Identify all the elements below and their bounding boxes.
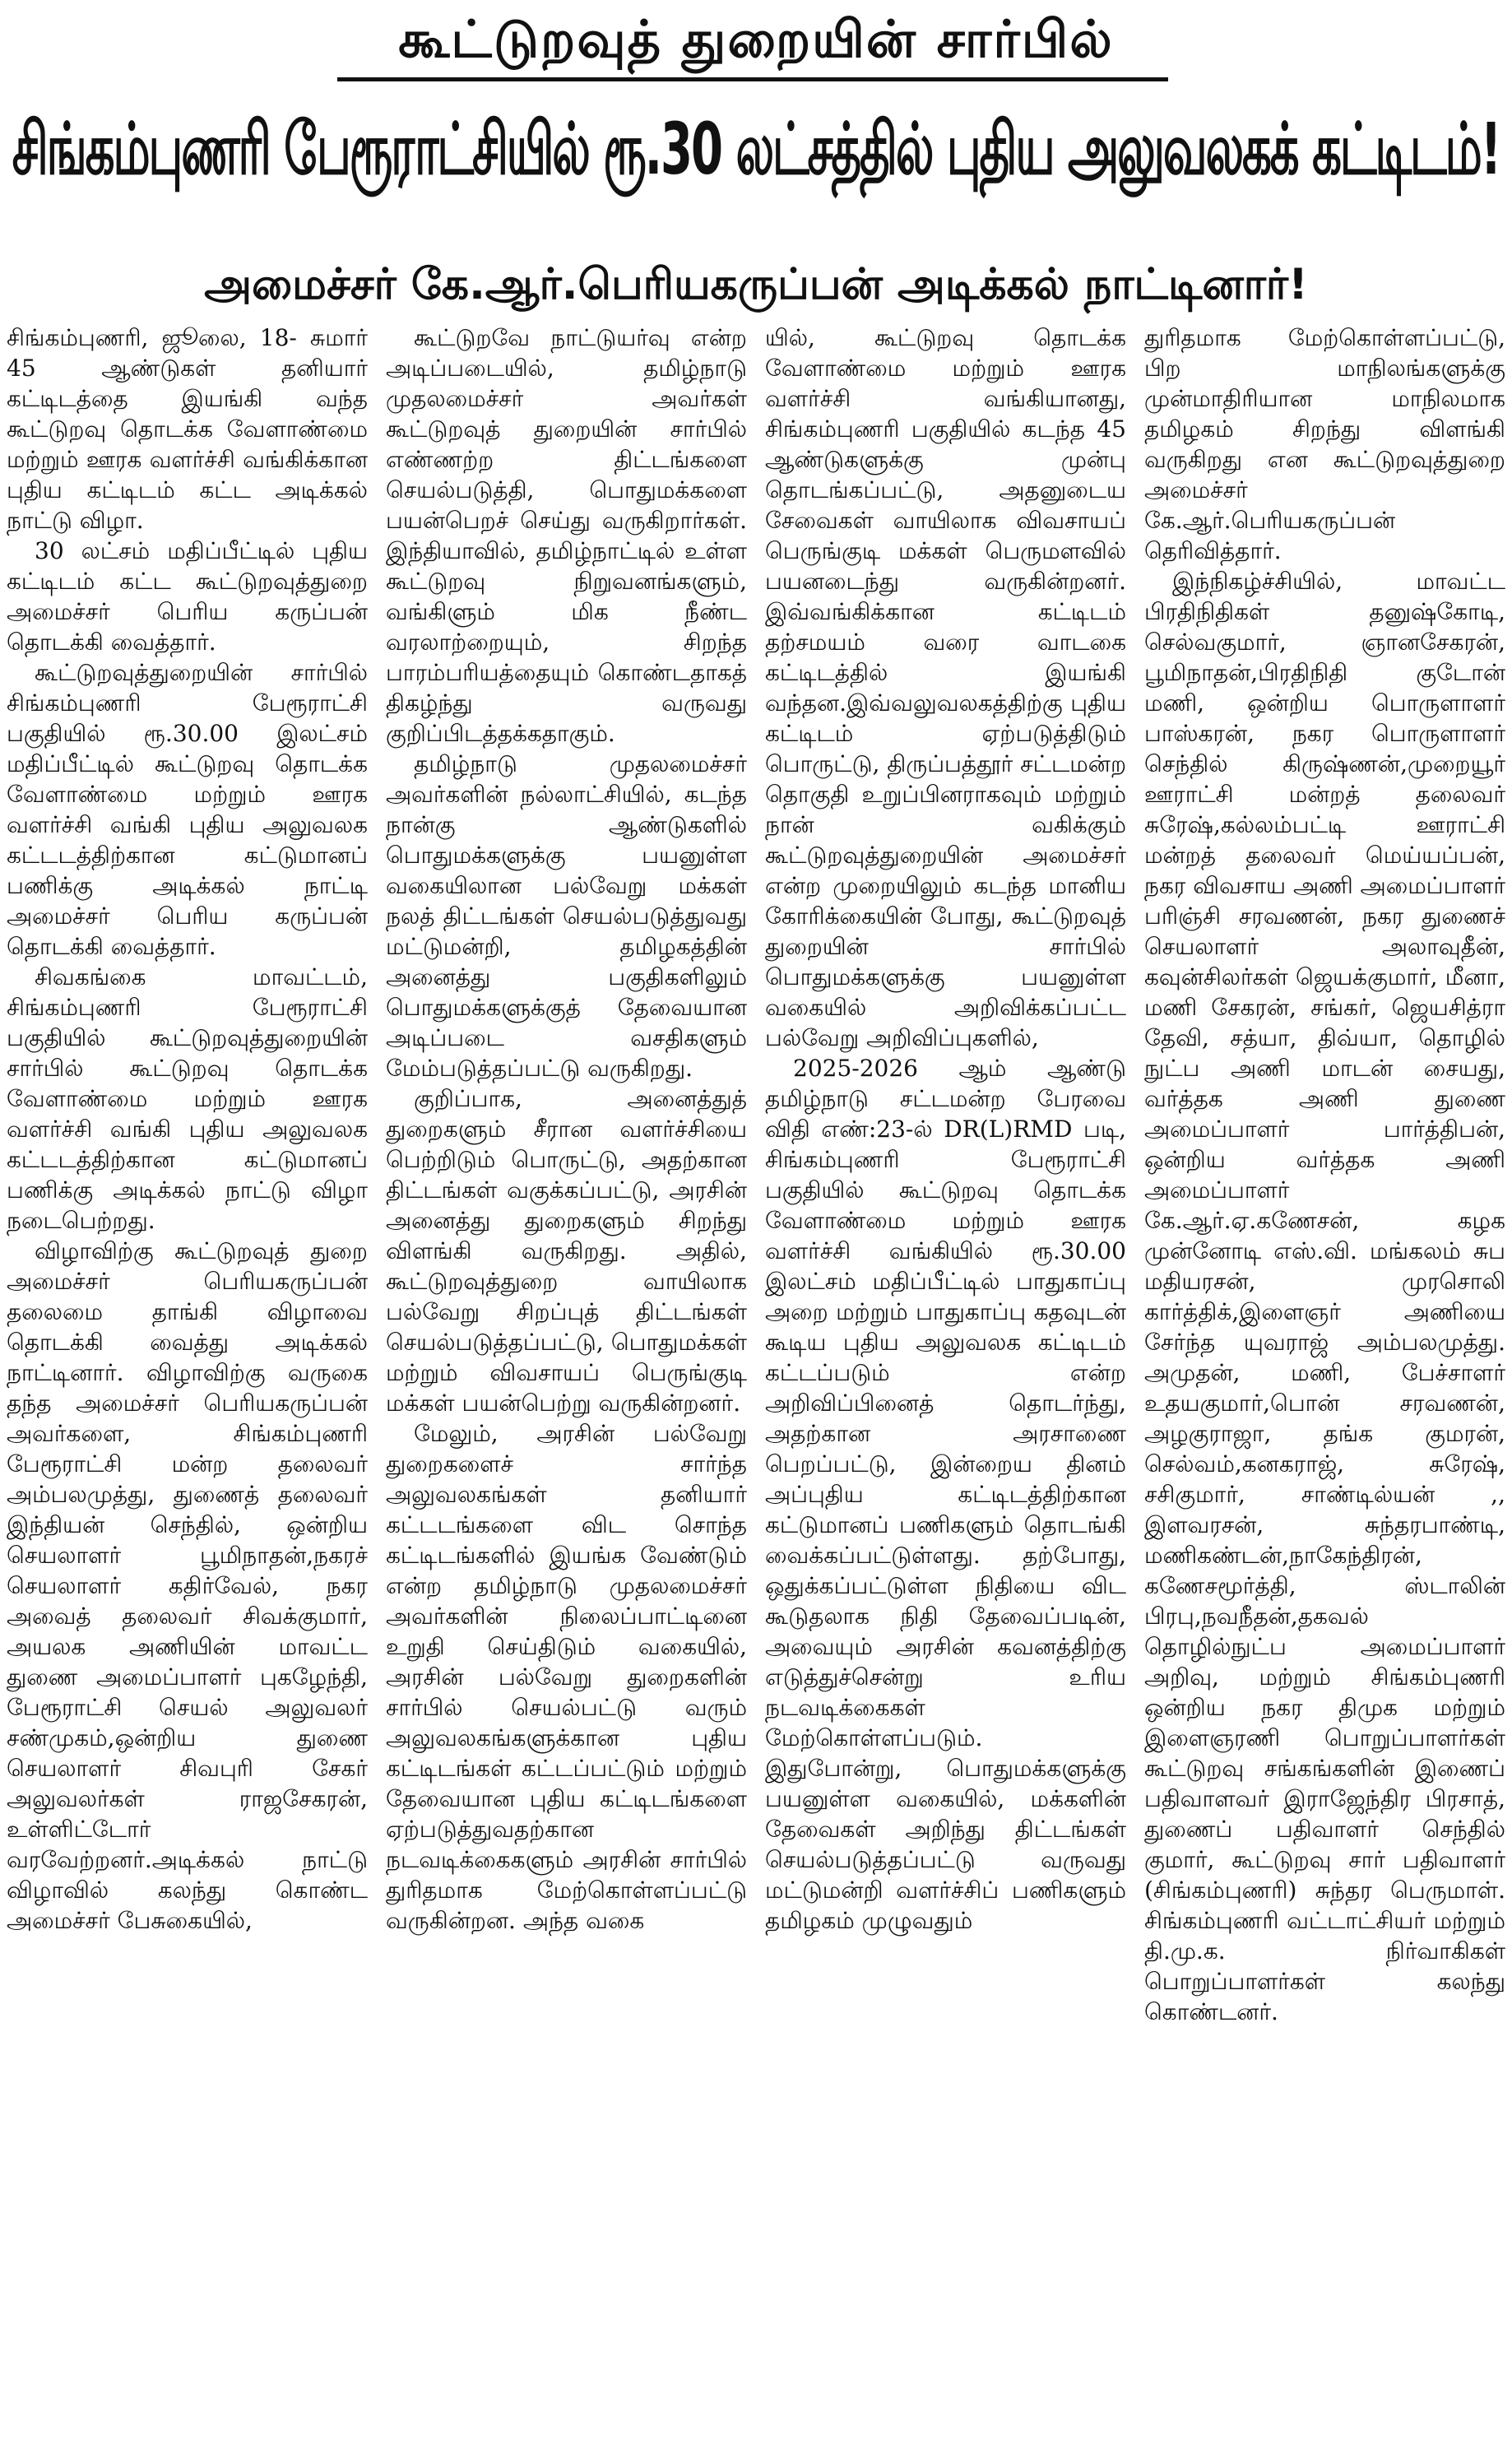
kicker-line: கூட்டுறவுத் துறையின் சார்பில்	[398, 9, 1114, 69]
article-paragraph: யில், கூட்டுறவு தொடக்க வேளாண்மை மற்றும் ஊரக வளர்ச்சி வங்கியானது, சிங்கம்புணரி பகுதியில் கடந்த 45 ஆண்டுகளுக்கு முன்பு தொடங்கப்பட்டு, அதனுடைய சேவைகள் வாயிலாக விவசாயப் பெருங்குடி மக்கள் பெருமளவில் பயனடைந்து வருகின்றனர். இவ்வங்கிக்கான கட்டிடம் தற்சமயம் வரை வாடகை கட்டிடத்தில் இயங்கி வந்தன.இவ்வலுவலகத்திற்கு புதிய கட்டிடம் ஏற்படுத்திடும் பொருட்டு, திருப்பத்தூர் சட்டமன்ற தொகுதி உறுப்பினராகவும் மற்றும் நான் வகிக்கும் கூட்டுறவுத்துறையின் அமைச்சர் என்ற முறையிலும் கடந்த மானிய கோரிக்கையின் போது, கூட்டுறவுத் துறையின் சார்பில் பொதுமக்களுக்கு பயனுள்ள வகையில் அறிவிக்கப்பட்ட பல்வேறு அறிவிப்புகளில்,	[765, 324, 1126, 1051]
article-paragraph: 2025-2026 ஆம் ஆண்டு தமிழ்நாடு சட்டமன்ற பேரவை விதி எண்:23-ல் DR(L)RMD படி, சிங்கம்புணரி பேரூராட்சி பகுதியில் கூட்டுறவு தொடக்க வேளாண்மை மற்றும் ஊரக வளர்ச்சி வங்கியில் ரூ.30.00 இலட்சம் மதிப்பீட்டில் பாதுகாப்பு அறை மற்றும் பாதுகாப்பு கதவுடன் கூடிய புதிய அலுவலக கட்டிடம் கட்டப்படும் என்ற அறிவிப்பினைத் தொடர்ந்து, அதற்கான அரசாணை பெறப்பட்டு, இன்றைய தினம் அப்புதிய கட்டிடத்திற்கான கட்டுமானப் பணிகளும் தொடங்கி வைக்கப்பட்டுள்ளது. தற்போது, ஒதுக்கப்பட்டுள்ள நிதியை விட கூடுதலாக நிதி தேவைப்படின், அவையும் அரசின் கவனத்திற்கு எடுத்துச்சென்று உரிய நடவடிக்கைகள் மேற்கொள்ளப்படும். இதுபோன்று, பொதுமக்களுக்கு பயனுள்ள வகையில், மக்களின் தேவைகள் அறிந்து திட்டங்கள் செயல்படுத்தப்பட்டு வருவது மட்டுமன்றி வளர்ச்சிப் பணிகளும் தமிழகம் முழுவதும்	[765, 1055, 1126, 1934]
subheadline: அமைச்சர் கே.ஆர்.பெரியகருப்பன் அடிக்கல் நாட்டினார்!	[204, 260, 1308, 309]
article-paragraph: இந்நிகழ்ச்சியில், மாவட்ட பிரதிநிதிகள் தனுஷ்கோடி, செல்வகுமார், ஞானசேகரன், பூமிநாதன்,பிரதிநிதி குடோன் மணி, ஒன்றிய பொருளாளர் பாஸ்கரன், நகர பொருளாளர் செந்தில் கிருஷ்ணன்,முறையூர் ஊராட்சி மன்றத் தலைவர் சுரேஷ்,கல்லம்பட்டி ஊராட்சி மன்றத் தலைவர் மெய்யப்பன், நகர விவசாய அணி அமைப்பாளர் பரிஞ்சி சரவணன், நகர துணைச் செயலாளர் அலாவுதீன், கவுன்சிலர்கள் ஜெயக்குமார், மீனா, மணி சேகரன், சங்கர், ஜெயசித்ரா தேவி, சத்யா, திவ்யா, தொழில் நுட்ப அணி மாடன் சையது, வர்த்தக அணி துணை அமைப்பாளர் பார்த்திபன், ஒன்றிய வர்த்தக அணி அமைப்பாளர் கே.ஆர்.ஏ.கணேசன், கழக முன்னோடி எஸ்.வி. மங்கலம் சுப மதியரசன், முரசொலி கார்த்திக்,இளைஞர் அணியை சேர்ந்த யுவராஜ் அம்பலமுத்து. அமுதன், மணி, பேச்சாளர் உதயகுமார்,பொன் சரவணன், அழகுராஜா, தங்க குமரன், செல்வம்,கனகராஜ், சுரேஷ், சசிகுமார், சாண்டில்யன் ,, இளவரசன், சுந்தரபாண்டி, மணிகண்டன்,நாகேந்திரன், கணேசமூர்த்தி, ஸ்டாலின் பிரபு,நவநீதன்,தகவல் தொழில்நுட்ப அமைப்பாளர் அறிவு, மற்றும் சிங்கம்புணரி ஒன்றிய நகர திமுக மற்றும் இளைஞரணி பொறுப்பாளர்கள் கூட்டுறவு சங்கங்களின் இணைப் பதிவாளவர் இராஜேந்திர பிரசாத், துணைப் பதிவாளர் செந்தில் குமார், கூட்டுறவு சார் பதிவாளர் (சிங்கம்புணரி) சுந்தர பெருமாள். சிங்கம்புணரி வட்டாட்சியர் மற்றும் தி.மு.க. நிர்வாகிகள் பொறுப்பாளர்கள் கலந்து கொண்டனர்.	[1144, 568, 1505, 2025]
article-column-3	[765, 322, 1126, 2433]
headline: சிங்கம்புணரி பேரூராட்சியில் ரூ.30 லட்சத்தில் புதிய அலுவலகக் கட்டிடம்!	[12, 108, 1500, 192]
article-column-4	[1144, 322, 1505, 2433]
article-paragraph: தமிழ்நாடு முதலமைச்சர் அவர்களின் நல்லாட்சியில், கடந்த நான்கு ஆண்டுகளில் பொதுமக்களுக்கு பயனுள்ள வகையிலான பல்வேறு மக்கள் நலத் திட்டங்கள் செயல்படுத்துவது மட்டுமன்றி, தமிழகத்தின் அனைத்து பகுதிகளிலும் பொதுமக்களுக்குத் தேவையான அடிப்படை வசதிகளும் மேம்படுத்தப்பட்டு வருகிறது.	[386, 750, 747, 1082]
article-paragraph: கூட்டுறவுத்துறையின் சார்பில் சிங்கம்புணரி பேரூராட்சி பகுதியில் ரூ.30.00 இலட்சம் மதிப்பீட்டில் கூட்டுறவு தொடக்க வேளாண்மை மற்றும் ஊரக வளர்ச்சி வங்கி புதிய அலுவலக கட்டடத்திற்கான கட்டுமானப் பணிக்கு அடிக்கல் நாட்டி அமைச்சர் பெரிய கருப்பன் தொடக்கி வைத்தார்.	[7, 659, 368, 960]
article-paragraph: சிங்கம்புணரி, ஜூலை, 18- சுமார் 45 ஆண்டுகள் தனியார் கட்டிடத்தை இயங்கி வந்த கூட்டுறவு தொடக்க வேளாண்மை மற்றும் ஊரக வளர்ச்சி வங்கிக்கான புதிய கட்டிடம் கட்ட அடிக்கல் நாட்டு விழா.	[7, 324, 368, 534]
article-column-1	[7, 322, 368, 2433]
article-body	[7, 322, 1505, 2433]
article-paragraph: விழாவிற்கு கூட்டுறவுத் துறை அமைச்சர் பெரியகருப்பன் தலைமை தாங்கி விழாவை தொடக்கி வைத்து அடிக்கல் நாட்டினார். விழாவிற்கு வருகை தந்த அமைச்சர் பெரியகருப்பன் அவர்களை, சிங்கம்புணரி பேரூராட்சி மன்ற தலைவர் அம்பலமுத்து, துணைத் தலைவர் இந்தியன் செந்தில், ஒன்றிய செயலாளர் பூமிநாதன்,நகரச் செயலாளர் கதிர்வேல், நகர அவைத் தலைவர் சிவக்குமார், அயலக அணியின் மாவட்ட துணை அமைப்பாளர் புகழேந்தி, பேரூராட்சி செயல் அலுவலர் சண்முகம்,ஒன்றிய துணை செயலாளர் சிவபுரி சேகர் அலுவலர்கள் ராஜசேகரன், உள்ளிட்டோர் வரவேற்றனர்.அடிக்கல் நாட்டு விழாவில் கலந்து கொண்ட அமைச்சர் பேசுகையில்,	[7, 1237, 368, 1934]
article-paragraph: மேலும், அரசின் பல்வேறு துறைகளைச் சார்ந்த அலுவலகங்கள் தனியார் கட்டடங்களை விட சொந்த கட்டிடங்களில் இயங்க வேண்டும் என்ற தமிழ்நாடு முதலமைச்சர் அவர்களின் நிலைப்பாட்டினை உறுதி செய்திடும் வகையில், அரசின் பல்வேறு துறைகளின் சார்பில் செயல்பட்டு வரும் அலுவலகங்களுக்கான புதிய கட்டிடங்கள் கட்டப்பட்டும் மற்றும் தேவையான புதிய கட்டிடங்களை ஏற்படுத்துவதற்கான நடவடிக்கைகளும் அரசின் சார்பில் துரிதமாக மேற்கொள்ளப்பட்டு வருகின்றன. அந்த வகை	[386, 1420, 747, 1934]
article-paragraph: சிவகங்கை மாவட்டம், சிங்கம்புணரி பேரூராட்சி பகுதியில் கூட்டுறவுத்துறையின் சார்பில் கூட்டுறவு தொடக்க வேளாண்மை மற்றும் ஊரக வளர்ச்சி வங்கி புதிய அலுவலக கட்டடத்திற்கான கட்டுமானப் பணிக்கு அடிக்கல் நாட்டு விழா நடைபெற்றது.	[7, 963, 368, 1234]
article-paragraph: கூட்டுறவே நாட்டுயர்வு என்ற அடிப்படையில், தமிழ்நாடு முதலமைச்சர் அவர்கள் கூட்டுறவுத் துறையின் சார்பில் எண்ணற்ற திட்டங்களை செயல்படுத்தி, பொதுமக்களை பயன்பெறச் செய்து வருகிறார்கள். இந்தியாவில், தமிழ்நாட்டில் உள்ள கூட்டுறவு நிறுவனங்களும், வங்கிளும் மிக நீண்ட வரலாற்றையும், சிறந்த பாரம்பரியத்தையும் கொண்டதாகத் திகழ்ந்து வருவது குறிப்பிடத்தக்கதாகும்.	[386, 324, 747, 747]
article-paragraph: துரிதமாக மேற்கொள்ளப்பட்டு, பிற மாநிலங்களுக்கு முன்மாதிரியான மாநிலமாக தமிழகம் சிறந்து விளங்கி வருகிறது என கூட்டுறவுத்துறை அமைச்சர் கே.ஆர்.பெரியகருப்பன் தெரிவித்தார்.	[1144, 324, 1505, 564]
article-paragraph: 30 லட்சம் மதிப்பீட்டில் புதிய கட்டிடம் கட்ட கூட்டுறவுத்துறை அமைச்சர் பெரிய கருப்பன் தொடக்கி வைத்தார்.	[7, 537, 368, 656]
article-column-2	[386, 322, 747, 2433]
article-paragraph: குறிப்பாக, அனைத்துத் துறைகளும் சீரான வளர்ச்சியை பெற்றிடும் பொருட்டு, அதற்கான திட்டங்கள் வகுக்கப்பட்டு, அரசின் அனைத்து துறைகளும் சிறந்து விளங்கி வருகிறது. அதில், கூட்டுறவுத்துறை வாயிலாக பல்வேறு சிறப்புத் திட்டங்கள் செயல்படுத்தப்பட்டு, பொதுமக்கள் மற்றும் விவசாயப் பெருங்குடி மக்கள் பயன்பெற்று வருகின்றனர்.	[386, 1085, 747, 1417]
